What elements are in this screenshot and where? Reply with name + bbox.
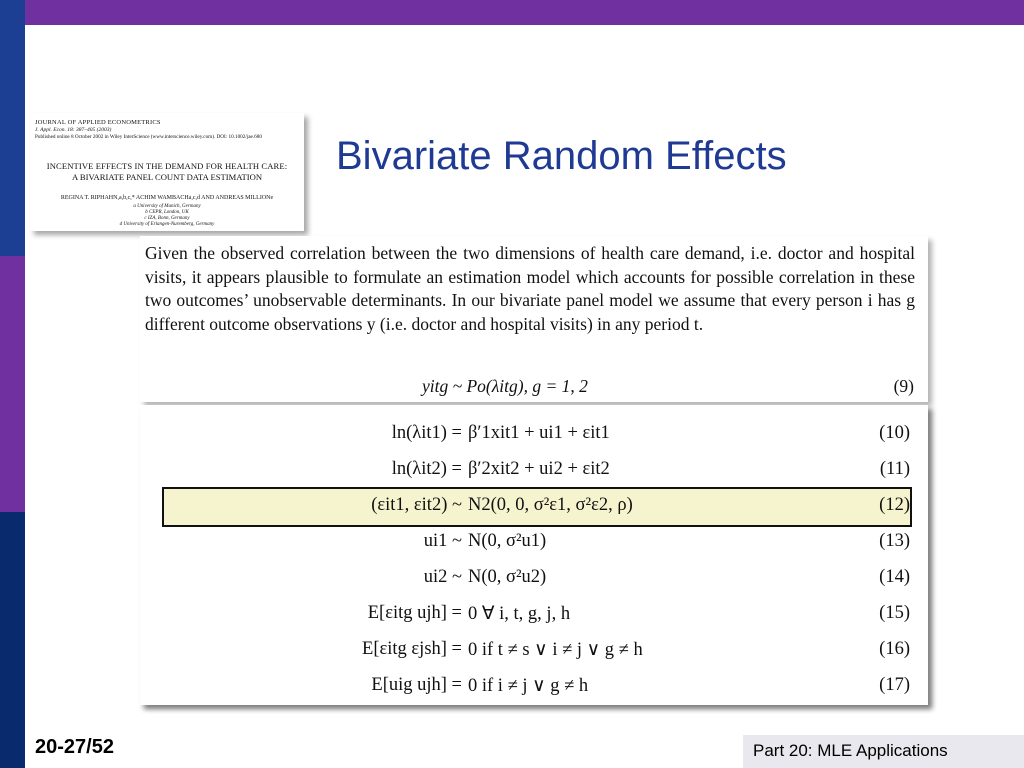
- equation-row: [140, 527, 928, 559]
- equation-number: (11): [879, 459, 910, 479]
- equation-row: [140, 635, 928, 667]
- article-title-line-1: INCENTIVE EFFECTS IN THE DEMAND FOR HEALTH CARE:: [46, 161, 288, 171]
- affiliation: a University of Munich, Germany: [133, 204, 201, 209]
- equation-rhs: N(0, σ²u1): [468, 531, 547, 551]
- equation-block: [140, 405, 928, 705]
- equation-lhs: E[εitg ujh] =: [367, 603, 462, 623]
- left-bar-segment-blue: [0, 0, 25, 256]
- equation-lhs: ui1 ~: [423, 531, 462, 551]
- left-bar-segment-purple: [0, 256, 25, 512]
- equation-number: (13): [879, 531, 910, 551]
- top-accent-bar: [0, 0, 1024, 25]
- equation-number: (14): [879, 567, 910, 587]
- equation-rhs: 0 if t ≠ s ∨ i ≠ j ∨ g ≠ h: [468, 640, 643, 660]
- equation-number: (17): [879, 675, 910, 695]
- journal-publication-note: Published online 8 October 2002 in Wiley InterScience (www.interscience.wiley.com). DOI: 10.1002/jae.680: [35, 134, 262, 140]
- journal-name: JOURNAL OF APPLIED ECONOMETRICS: [35, 119, 161, 126]
- article-title-line-2: A BIVARIATE PANEL COUNT DATA ESTIMATION: [71, 172, 263, 182]
- equation-number: (15): [879, 603, 910, 623]
- equation-lhs: ui2 ~: [423, 567, 462, 587]
- equation-rhs: N(0, σ²u2): [468, 567, 547, 587]
- equation-9-number: (9): [893, 376, 914, 396]
- journal-article-header-clipping: [30, 113, 304, 231]
- equation-row: [140, 599, 928, 631]
- equation-row: [140, 419, 928, 451]
- left-bar-segment-navy: [0, 512, 25, 768]
- equation-rhs: β′2xit2 + ui2 + εit2: [468, 459, 610, 479]
- equation-number: (12): [879, 495, 910, 515]
- equation-rhs: 0 ∀ i, t, g, j, h: [468, 604, 571, 624]
- equation-rhs: N2(0, 0, σ²ε1, σ²ε2, ρ): [468, 495, 633, 515]
- equation-9: yitg ~ Po(λitg), g = 1, 2: [422, 376, 588, 396]
- equation-number: (10): [879, 423, 910, 443]
- equation-row: [140, 671, 928, 703]
- equation-lhs: ln(λit1) =: [391, 423, 462, 443]
- equation-lhs: ln(λit2) =: [391, 459, 462, 479]
- equation-rhs: β′1xit1 + ui1 + εit1: [468, 423, 610, 443]
- slide-title: Bivariate Random Effects: [336, 134, 787, 178]
- article-authors: REGINA T. RIPHAHN,a,b,c,* ACHIM WAMBACHa,c,d AND ANDREAS MILLIONe: [60, 195, 274, 201]
- affiliation: c IZA, Bonn, Germany: [144, 216, 190, 221]
- equation-lhs: (εit1, εit2) ~: [371, 495, 462, 515]
- equation-row-highlighted: [140, 491, 928, 523]
- left-accent-bar: [0, 0, 25, 768]
- paper-excerpt: [140, 236, 928, 402]
- footer-section-label: Part 20: MLE Applications: [743, 735, 1024, 768]
- affiliation: d University of Erlangen-Nuremberg, Germany: [119, 222, 215, 227]
- affiliation: b CEPR, London, UK: [145, 210, 189, 215]
- equation-lhs: E[uig ujh] =: [371, 675, 462, 695]
- equation-rhs: 0 if i ≠ j ∨ g ≠ h: [468, 676, 589, 696]
- equation-lhs: E[εitg εjsh] =: [362, 639, 462, 659]
- equation-row: [140, 563, 928, 595]
- excerpt-paragraph: Given the observed correlation between the two dimensions of health care demand, i.e. doctor and hospital visits, it appears plausible to formulate an estimation model which accounts for possible correlation in these two outcomes’ unobservable determinants. In our bivariate panel model we assume that every person i has g different outcome observations y (i.e. doctor and hospital visits) in any period t.: [145, 243, 915, 334]
- slide-number: 20-27/52: [35, 736, 114, 758]
- equation-number: (16): [879, 639, 910, 659]
- journal-citation: J. Appl. Econ. 18: 387–405 (2003): [35, 127, 112, 133]
- equation-row: [140, 455, 928, 487]
